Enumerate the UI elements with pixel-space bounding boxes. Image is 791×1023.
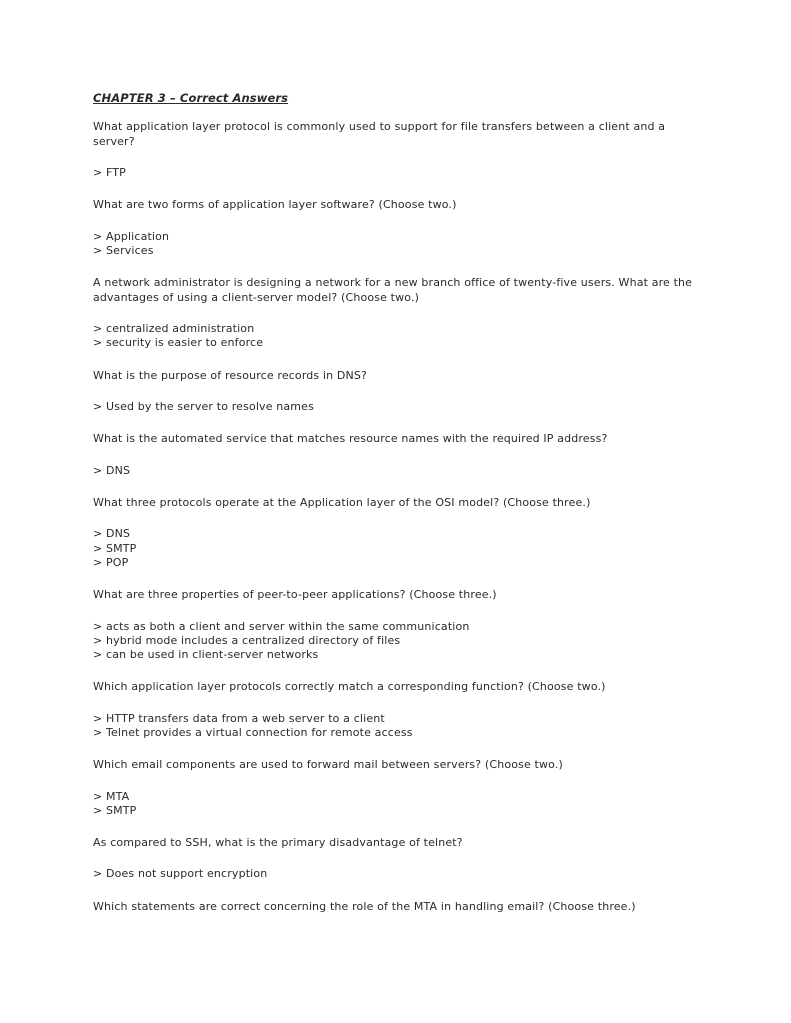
answer-item: > centralized administration [93, 322, 255, 336]
answer-list [93, 527, 703, 570]
qa-block [93, 198, 703, 258]
question-text: A network administrator is designing a network for a new branch office of twenty-five users. What are the advantages of using a client-server model? (Choose two.) [93, 276, 693, 304]
qa-list [93, 120, 703, 914]
answer-list [93, 464, 703, 478]
answer-item: > MTA [93, 789, 130, 803]
answer-item: > HTTP transfers data from a web server to a client [93, 711, 385, 725]
answer-item: > security is easier to enforce [93, 336, 264, 350]
page-title: CHAPTER 3 – Correct Answers [93, 91, 289, 105]
qa-block [93, 276, 703, 350]
question-text: What application layer protocol is commonly used to support for file transfers between a client and a server? [93, 120, 666, 148]
answer-item: > SMTP [93, 803, 137, 817]
qa-block [93, 588, 703, 662]
answer-list [93, 166, 703, 180]
answer-item: > Does not support encryption [93, 867, 268, 881]
question-text: Which statements are correct concerning the role of the MTA in handling email? (Choose three.) [93, 899, 636, 913]
answer-item: > acts as both a client and server within the same communication [93, 619, 470, 633]
answer-list [93, 712, 703, 740]
qa-block [93, 432, 703, 478]
question-text: What are two forms of application layer software? (Choose two.) [93, 198, 457, 212]
answer-item: > POP [93, 555, 129, 569]
answer-item: > DNS [93, 463, 131, 477]
answer-list [93, 322, 703, 350]
question-text: Which email components are used to forward mail between servers? (Choose two.) [93, 758, 563, 772]
qa-block [93, 680, 703, 740]
answer-item: > SMTP [93, 541, 137, 555]
document-page [93, 90, 703, 931]
answer-item: > Telnet provides a virtual connection for remote access [93, 725, 413, 739]
question-text: What is the automated service that matches resource names with the required IP address? [93, 432, 608, 446]
answer-list [93, 230, 703, 258]
answer-list [93, 400, 703, 414]
question-text: What is the purpose of resource records in DNS? [93, 368, 368, 382]
answer-item: > can be used in client-server networks [93, 647, 319, 661]
answer-item: > hybrid mode includes a centralized directory of files [93, 633, 401, 647]
answer-item: > Used by the server to resolve names [93, 400, 314, 414]
answer-list [93, 620, 703, 663]
qa-block [93, 836, 703, 882]
answer-list [93, 790, 703, 818]
question-text: As compared to SSH, what is the primary disadvantage of telnet? [93, 835, 463, 849]
question-text: Which application layer protocols correctly match a corresponding function? (Choose two.) [93, 680, 606, 694]
answer-item: > Application [93, 229, 170, 243]
qa-block [93, 900, 703, 915]
answer-item: > DNS [93, 527, 131, 541]
question-text: What are three properties of peer-to-peer applications? (Choose three.) [93, 588, 497, 602]
answer-item: > Services [93, 243, 154, 257]
question-text: What three protocols operate at the Application layer of the OSI model? (Choose three.) [93, 495, 591, 509]
qa-block [93, 369, 703, 415]
qa-block [93, 758, 703, 818]
qa-block [93, 120, 703, 180]
qa-block [93, 496, 703, 570]
answer-list [93, 867, 703, 881]
answer-item: > FTP [93, 166, 126, 179]
